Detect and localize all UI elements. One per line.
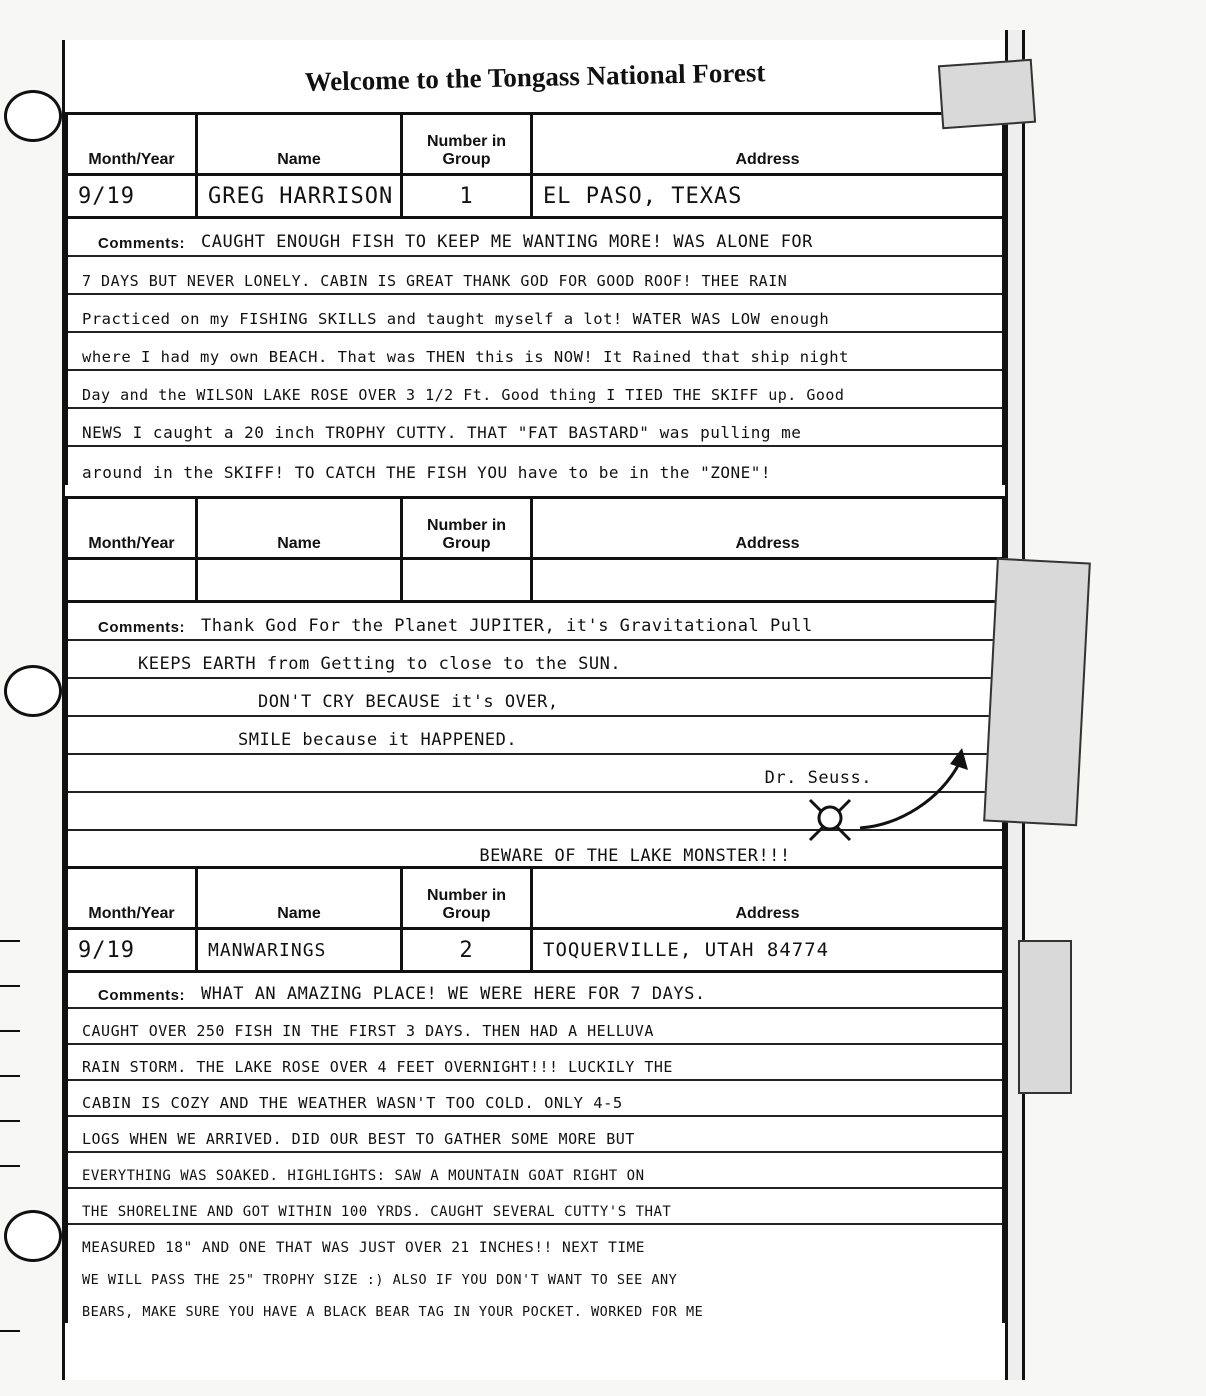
page-tick [0, 1165, 20, 1167]
month-year-value: 9/19 [68, 176, 198, 216]
comment-line: EVERYTHING WAS SOAKED. HIGHLIGHTS: SAW A MOUNTAIN GOAT RIGHT ON [68, 1153, 1002, 1189]
logbook-page [62, 40, 1005, 1380]
skull-and-arrow-sketch [790, 740, 990, 860]
entry-values [65, 927, 1005, 973]
comments-area [65, 219, 1005, 485]
tape-strip [1018, 940, 1072, 1094]
page-tick [0, 985, 20, 987]
page-tick [0, 1030, 20, 1032]
entry-header [65, 496, 1005, 557]
name-header: Name [198, 499, 403, 557]
comment-line: BEWARE OF THE LAKE MONSTER!!! [479, 846, 791, 866]
number-value: 2 [403, 930, 533, 970]
comment-line [68, 219, 1002, 257]
month-year-header: Month/Year [68, 869, 198, 927]
month-year-value: 9/19 [68, 930, 198, 970]
number-in-group-header: Number in Group [403, 115, 533, 173]
page-tick [0, 1075, 20, 1077]
entry-header [65, 866, 1005, 927]
month-year-value [68, 560, 198, 600]
log-entry-1 [65, 112, 1005, 485]
comment-line: NEWS I caught a 20 inch TROPHY CUTTY. THAT "FAT BASTARD" was pulling me [68, 409, 1002, 447]
comment-line: THE SHORELINE AND GOT WITHIN 100 YRDS. CAUGHT SEVERAL CUTTY'S THAT [68, 1189, 1002, 1225]
binding-ring [4, 665, 62, 717]
address-value [533, 560, 1002, 600]
number-in-group-header: Number in Group [403, 869, 533, 927]
comment-text: WHAT AN AMAZING PLACE! WE WERE HERE FOR 7 DAYS. [201, 984, 706, 1004]
comment-line: MEASURED 18" AND ONE THAT WAS JUST OVER 21 INCHES!! NEXT TIME [82, 1240, 646, 1256]
number-in-group-header: Number in Group [403, 499, 533, 557]
comments-label: Comments: [98, 987, 186, 1004]
comment-line: 7 DAYS BUT NEVER LONELY. CABIN IS GREAT THANK GOD FOR GOOD ROOF! THEE RAIN [68, 257, 1002, 295]
comment-line: BEARS, MAKE SURE YOU HAVE A BLACK BEAR TAG IN YOUR POCKET. WORKED FOR ME [82, 1304, 704, 1320]
comment-line: CAUGHT OVER 250 FISH IN THE FIRST 3 DAYS. THEN HAD A HELLUVA [68, 1009, 1002, 1045]
entry-values [65, 557, 1005, 603]
address-header: Address [735, 535, 800, 552]
comment-line: DON'T CRY BECAUSE it's OVER, [68, 679, 1002, 717]
comments-label: Comments: [98, 619, 186, 636]
notebook-binding [0, 0, 62, 1396]
comment-line: Day and the WILSON LAKE ROSE OVER 3 1/2 Ft. Good thing I TIED THE SKIFF up. Good [68, 371, 1002, 409]
log-entry-3 [65, 866, 1005, 1323]
comment-line [68, 603, 1002, 641]
binding-ring [4, 1210, 62, 1262]
month-year-header: Month/Year [68, 499, 198, 557]
page-tick [0, 1330, 20, 1332]
comment-text: Thank God For the Planet JUPITER, it's Gravitational Pull [201, 616, 813, 636]
comment-line: SMILE because it HAPPENED. [68, 717, 1002, 755]
comment-line [68, 973, 1002, 1009]
comment-line: WE WILL PASS THE 25" TROPHY SIZE :) ALSO IF YOU DON'T WANT TO SEE ANY [82, 1272, 678, 1288]
name-header: Name [198, 869, 403, 927]
name-value [198, 560, 403, 600]
number-value: 1 [403, 176, 533, 216]
comment-line: around in the SKIFF! TO CATCH THE FISH YOU have to be in the "ZONE"! [82, 463, 772, 482]
comment-line: CABIN IS COZY AND THE WEATHER WASN'T TOO COLD. ONLY 4-5 [68, 1081, 1002, 1117]
entry-header [65, 112, 1005, 173]
tape-strip [938, 59, 1036, 129]
name-value: GREG HARRISON [198, 176, 403, 216]
address-value: EL PASO, TEXAS [543, 183, 743, 209]
comment-line: Dr. Seuss. [68, 755, 1002, 793]
address-value: TOQUERVILLE, UTAH 84774 [543, 939, 830, 961]
binding-ring [4, 90, 62, 142]
page-title: Welcome to the Tongass National Forest [304, 57, 766, 97]
address-header: Address [735, 905, 800, 922]
number-value [403, 560, 533, 600]
comment-line: Practiced on my FISHING SKILLS and taught myself a lot! WATER WAS LOW enough [68, 295, 1002, 333]
entry-values [65, 173, 1005, 219]
comment-line: LOGS WHEN WE ARRIVED. DID OUR BEST TO GATHER SOME MORE BUT [68, 1117, 1002, 1153]
name-value: MANWARINGS [198, 930, 403, 970]
comment-line: RAIN STORM. THE LAKE ROSE OVER 4 FEET OVERNIGHT!!! LUCKILY THE [68, 1045, 1002, 1081]
comments-area [65, 973, 1005, 1323]
comment-text: CAUGHT ENOUGH FISH TO KEEP ME WANTING MORE! WAS ALONE FOR [201, 232, 813, 252]
comment-line: KEEPS EARTH from Getting to close to the SUN. [68, 641, 1002, 679]
comments-label: Comments: [98, 235, 186, 252]
address-header: Address [735, 151, 800, 168]
tape-strip [983, 558, 1091, 827]
page-tick [0, 1120, 20, 1122]
comment-line: where I had my own BEACH. That was THEN this is NOW! It Rained that ship night [68, 333, 1002, 371]
page-tick [0, 940, 20, 942]
month-year-header: Month/Year [68, 115, 198, 173]
name-header: Name [198, 115, 403, 173]
